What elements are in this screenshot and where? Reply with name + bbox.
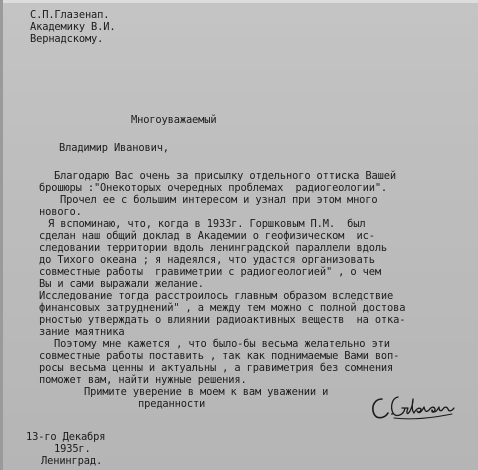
body-line: Поэтому мне кажется , что было-бы весьма желательно эти [54,338,390,350]
place-line: Ленинград. [41,455,103,467]
body-line: нового. [39,206,82,218]
body-line: совместные работы поставить , так как поднимаемые Вами воп- [39,350,400,362]
year-line: 1935г. [54,443,91,455]
body-line: сделан наш общий доклад в Академии о геофизическом ис- [39,230,375,242]
salutation-line-1: Многоуважаемый [131,114,217,126]
body-line: росы весьма ценны и актуальны , а гравиметрия без сомнения [39,362,394,374]
scan-edge-top [0,0,478,3]
body-line: рностью утверждать о влиянии радиоактивных веществ на отка- [39,314,406,326]
body-line: преданности [138,398,206,410]
body-line: совместные работы гравиметрии с радиогеологией" , о чем [39,266,381,278]
body-line: зание маятника [39,326,125,338]
body-line: до Тихого океана ; я надеялся, что удастся организовать [39,254,375,266]
body-line: Вы и сами выражали желание. [39,278,204,290]
body-line: Благодарю Вас очень за присылку отдельного оттиска Вашей [54,170,396,182]
body-line: Я вспоминаю, что, когда в 1933г. Горшковым П.М. был [48,218,366,230]
body-line: Исследование тогда расстроилось главным образом вследствие [39,290,394,302]
body-line: финансовых затруднений" , а между тем можно с полной достова [39,302,406,314]
scan-edge-left [0,0,3,470]
body-line: Прочел ее с большим интересом и узнал при этом много [60,194,378,206]
sender-line: С.П.Глазенап. [30,9,110,21]
recipient-line-1: Академику В.И. [30,21,116,33]
body-line: поможет вам, найти нужные решения. [39,374,247,386]
body-line: следовании территории вдоль ленинградской параллели вдоль [39,242,388,254]
salutation-line-2: Владимир Иванович, [59,142,169,154]
date-line: 13-го Декабря [26,431,106,443]
body-line: Примите уверение в моем к вам уважении и [84,386,329,398]
body-line: брошюры :"Онекоторых очередных проблемах радиогеологии". [39,182,388,194]
recipient-line-2: Вернадскому. [30,33,104,45]
handwritten-signature [368,389,460,423]
